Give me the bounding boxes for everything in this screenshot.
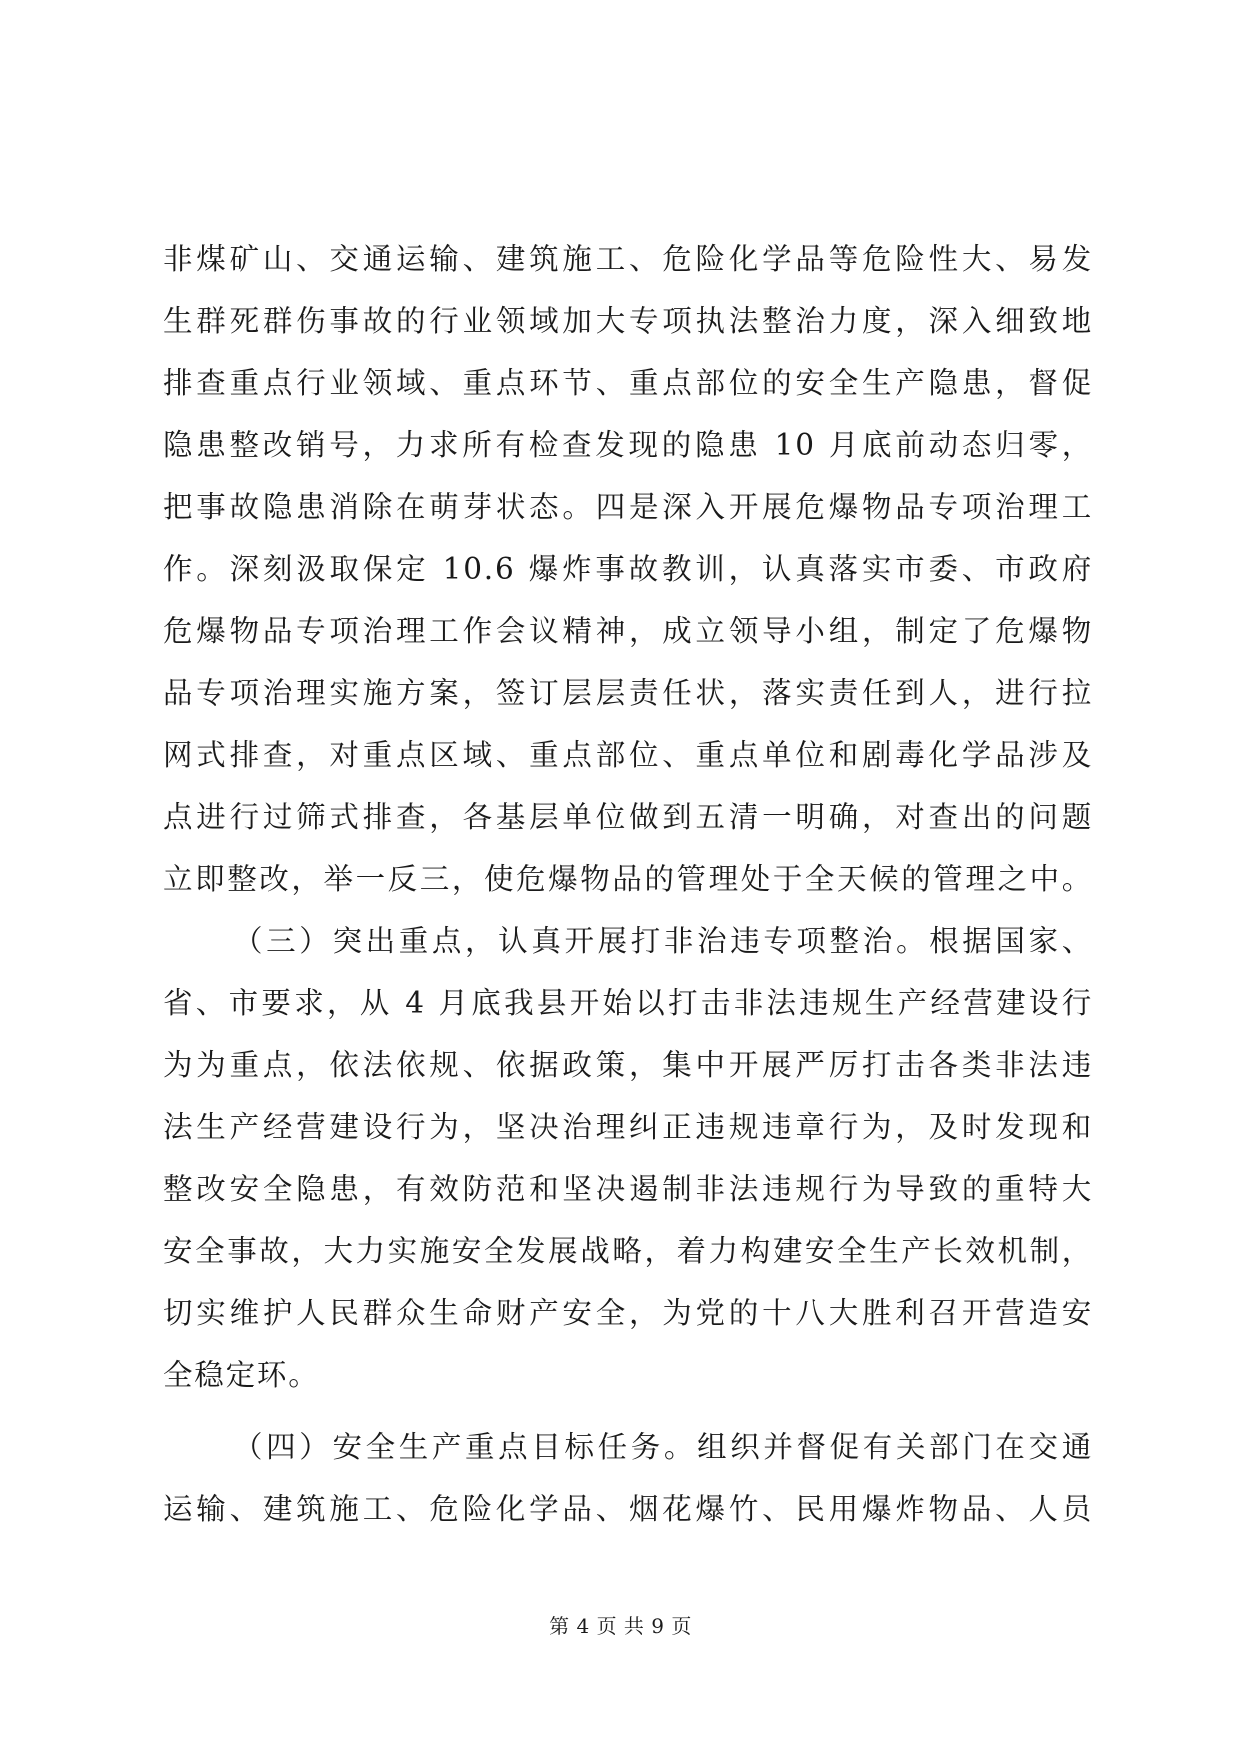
text-line: 切实维护人民群众生命财产安全，为党的十八大胜利召开营造安 (163, 1296, 1093, 1330)
text-line: 危爆物品专项治理工作会议精神，成立领导小组，制定了危爆物 (163, 614, 1093, 648)
paragraph-4-first-line: （四）安全生产重点目标任务。组织并督促有关部门在交通 (233, 1430, 1093, 1464)
text-line: 立即整改，举一反三，使危爆物品的管理处于全天候的管理之中。 (163, 862, 1093, 896)
text-line: 作。深刻汲取保定 10.6 爆炸事故教训，认真落实市委、市政府 (163, 552, 1093, 586)
text-line: 排查重点行业领域、重点环节、重点部位的安全生产隐患，督促 (163, 366, 1093, 400)
body-text (163, 228, 1093, 1540)
text-line: 生群死群伤事故的行业领域加大专项执法整治力度，深入细致地 (163, 304, 1093, 338)
text-line: 隐患整改销号，力求所有检查发现的隐患 10 月底前动态归零， (163, 428, 1093, 462)
paragraph-3-first-line: （三）突出重点，认真开展打非治违专项整治。根据国家、 (233, 924, 1093, 958)
text-line: 品专项治理实施方案，签订层层责任状，落实责任到人，进行拉 (163, 676, 1093, 710)
text-line: 省、市要求，从 4 月底我县开始以打击非法违规生产经营建设行 (163, 986, 1093, 1020)
text-line: 安全事故，大力实施安全发展战略，着力构建安全生产长效机制， (163, 1234, 1093, 1268)
text-line: 非煤矿山、交通运输、建筑施工、危险化学品等危险性大、易发 (163, 242, 1093, 276)
text-line: 为为重点，依法依规、依据政策，集中开展严厉打击各类非法违 (163, 1048, 1093, 1082)
text-line: 点进行过筛式排查，各基层单位做到五清一明确，对查出的问题 (163, 800, 1093, 834)
page-number: 第 4 页 共 9 页 (549, 1614, 692, 1638)
text-line: 法生产经营建设行为，坚决治理纠正违规违章行为，及时发现和 (163, 1110, 1093, 1144)
text-line: 整改安全隐患，有效防范和坚决遏制非法违规行为导致的重特大 (163, 1172, 1093, 1206)
text-line: 全稳定环。 (163, 1358, 320, 1392)
text-line: 把事故隐患消除在萌芽状态。四是深入开展危爆物品专项治理工 (163, 490, 1093, 524)
text-line: 网式排查，对重点区域、重点部位、重点单位和剧毒化学品涉及 (163, 738, 1093, 772)
text-line: 运输、建筑施工、危险化学品、烟花爆竹、民用爆炸物品、人员 (163, 1492, 1093, 1526)
